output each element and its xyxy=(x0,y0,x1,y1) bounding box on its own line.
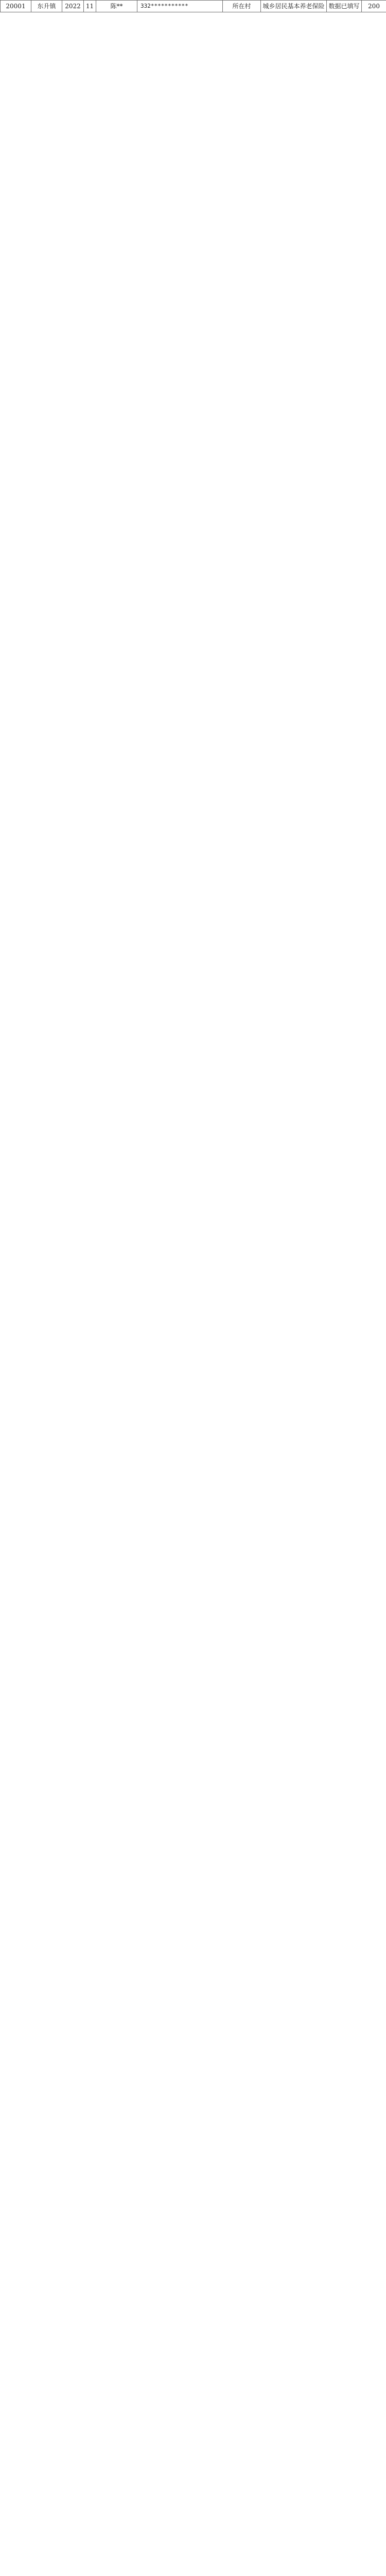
roster-rows xyxy=(1,1,386,12)
table-row xyxy=(1,1,386,12)
month-cell: 11 xyxy=(84,1,96,12)
status-cell: 数据已填写 xyxy=(327,1,362,12)
item-cell: 城乡居民基本养老保险 xyxy=(261,1,327,12)
village-cell: 所在村 xyxy=(223,1,261,12)
name-cell: 陈** xyxy=(96,1,137,12)
amount-cell: 200 xyxy=(362,1,386,12)
town-cell: 东升镇 xyxy=(31,1,62,12)
year-cell: 2022 xyxy=(62,1,84,12)
roster-table xyxy=(0,0,386,12)
id-number-cell: 332*********** xyxy=(137,1,223,12)
seq-cell: 20001 xyxy=(1,1,31,12)
roster-sheet xyxy=(0,0,386,12)
